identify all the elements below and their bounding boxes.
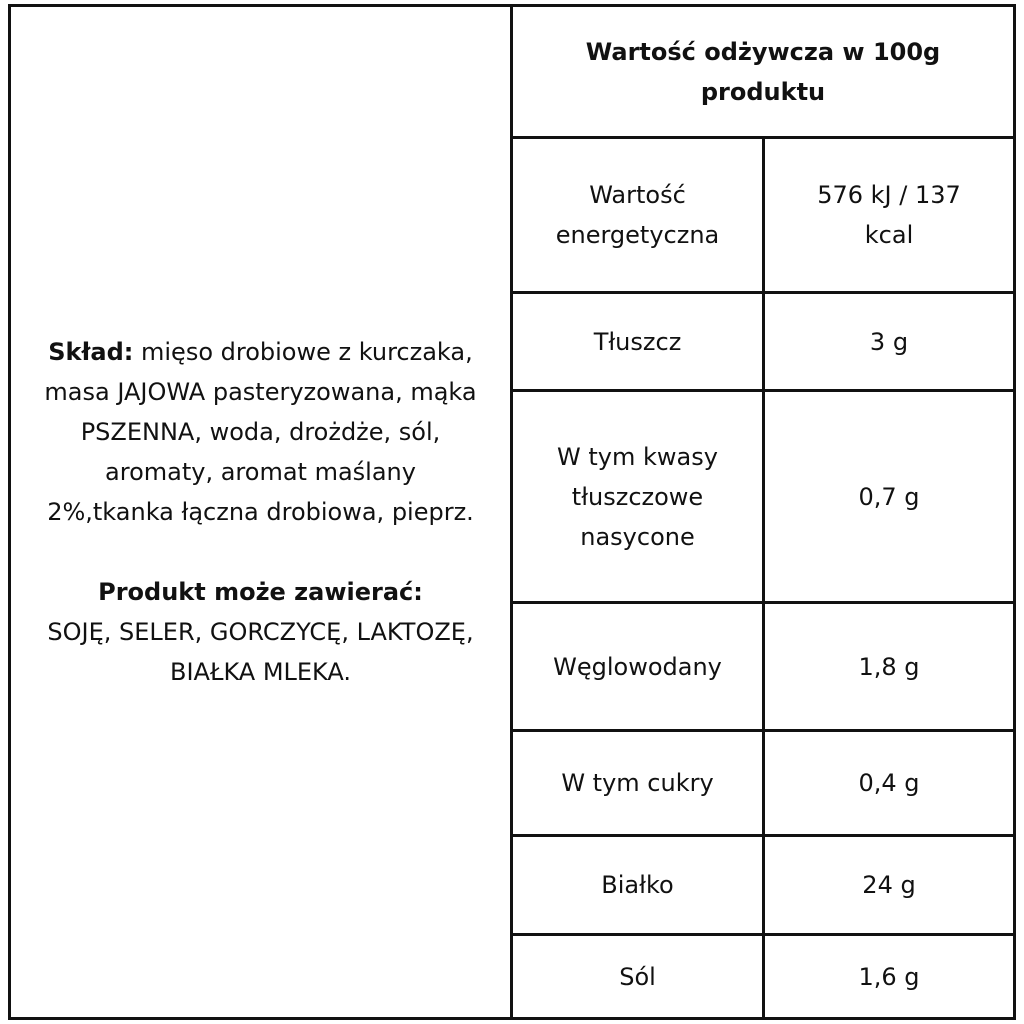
nutrient-value: 1,8 g [858, 652, 920, 681]
ingredients-text: mięso drobiowe z kurczaka, masa JAJOWA pasteryzowana, mąka PSZENNA, woda, drożdże, sól, aromaty, aromat maślany 2%,tkanka łączna drobiowa, pieprz. [44, 338, 477, 526]
allergens-text: SOJĘ, SELER, GORCZYCĘ, LAKTOZĘ, BIAŁKA MLEKA. [47, 618, 474, 686]
nutrient-name: Tłuszcz [513, 294, 765, 389]
nutrient-value: 0,4 g [858, 769, 920, 797]
ingredients-label: Skład: [48, 338, 134, 366]
ingredients-paragraph [41, 332, 480, 532]
table-row [513, 732, 1013, 837]
nutrient-value: 1,6 g [858, 962, 920, 991]
table-row [513, 837, 1013, 936]
ingredients-panel [11, 7, 513, 1017]
table-row [513, 139, 1013, 294]
table-row [513, 936, 1013, 1017]
nutrient-value: 576 kJ / 137 kcal [817, 181, 961, 249]
nutrient-name: Węglowodany [513, 604, 765, 729]
nutrient-name: Sól [513, 936, 765, 1017]
nutrition-table [513, 7, 1013, 1017]
nutrition-header: Wartość odżywcza w 100g produktu [513, 7, 1013, 139]
table-row [513, 604, 1013, 732]
nutrient-name: W tym cukry [513, 732, 765, 834]
allergens-label: Produkt może zawierać: [98, 578, 423, 606]
nutrient-name: W tym kwasy tłuszczowe nasycone [513, 392, 765, 601]
table-row [513, 392, 1013, 604]
table-row [513, 294, 1013, 392]
label-table [8, 4, 1016, 1020]
allergens-paragraph [41, 572, 480, 692]
nutrient-value: 24 g [862, 871, 916, 899]
nutrient-value: 3 g [869, 327, 909, 356]
nutrient-name: Białko [513, 837, 765, 933]
nutrient-value: 0,7 g [858, 482, 920, 511]
nutrient-name: Wartość energetyczna [513, 139, 765, 291]
